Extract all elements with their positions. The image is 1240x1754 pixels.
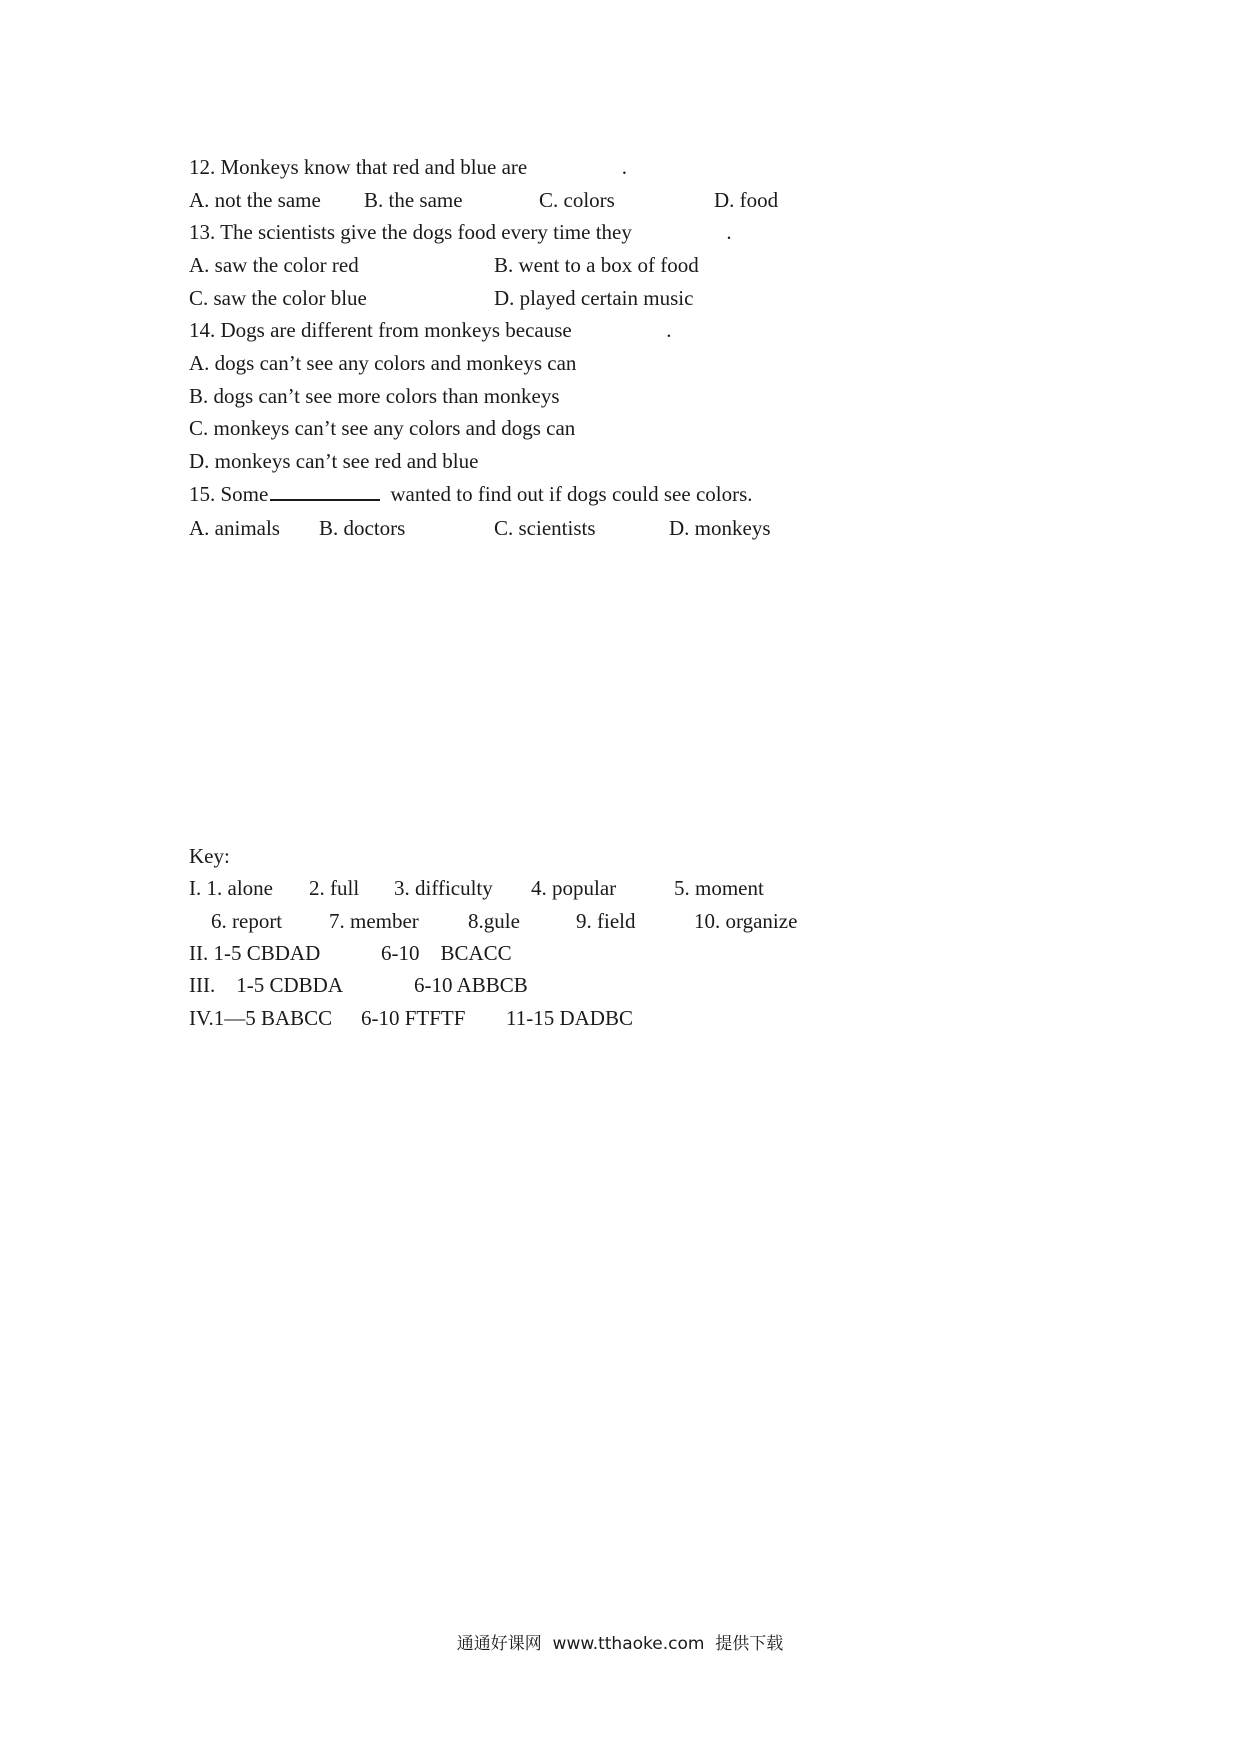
question-13-stem: 13. The scientists give the dogs food every time they . xyxy=(189,220,732,244)
key-section1-item: 5. moment xyxy=(674,876,764,900)
question-13-option-a: A. saw the color red xyxy=(189,253,359,277)
question-14-option-a: A. dogs can’t see any colors and monkeys can xyxy=(189,351,577,375)
key-section4-item: 11-15 DADBC xyxy=(506,1006,633,1030)
key-section1-item: I. 1. alone xyxy=(189,876,273,900)
key-section1-item: 9. field xyxy=(576,909,636,933)
question-14-option-d: D. monkeys can’t see red and blue xyxy=(189,449,479,473)
question-15-stem-start: 15. Some xyxy=(189,482,269,506)
key-section3-item: 6-10 ABBCB xyxy=(414,973,528,997)
question-13-option-c: C. saw the color blue xyxy=(189,286,367,310)
question-15-option-d: D. monkeys xyxy=(669,516,771,540)
question-13-option-b: B. went to a box of food xyxy=(494,253,699,277)
question-15-stem-end: wanted to find out if dogs could see colors. xyxy=(390,482,753,506)
key-section1-item: 8.gule xyxy=(468,909,520,933)
question-15-option-a: A. animals xyxy=(189,516,280,540)
question-14-stem: 14. Dogs are different from monkeys because . xyxy=(189,318,672,342)
question-13-option-d: D. played certain music xyxy=(494,286,694,310)
key-section1-item: 6. report xyxy=(211,909,283,933)
key-section1-item: 10. organize xyxy=(694,909,798,933)
key-section2-item: 6-10 BCACC xyxy=(381,941,512,965)
question-14-option-b: B. dogs can’t see more colors than monkeys xyxy=(189,384,560,408)
question-15-stem xyxy=(189,480,753,508)
question-15-option-b: B. doctors xyxy=(319,516,406,540)
question-12-option-b: B. the same xyxy=(364,188,463,212)
key-section4-item: 6-10 FTFTF xyxy=(361,1006,466,1030)
question-15-option-c: C. scientists xyxy=(494,516,596,540)
answer-blank xyxy=(270,481,380,501)
key-title: Key: xyxy=(189,844,230,868)
key-section1-item: 7. member xyxy=(329,909,419,933)
key-section4-item: IV.1—5 BABCC xyxy=(189,1006,333,1030)
key-section1-item: 2. full xyxy=(309,876,360,900)
page-footer: 通通好课网 www.tthaoke.com 提供下载 xyxy=(456,1634,784,1654)
question-14-option-c: C. monkeys can’t see any colors and dogs can xyxy=(189,416,576,440)
question-12-option-a: A. not the same xyxy=(189,188,321,212)
question-12-stem: 12. Monkeys know that red and blue are . xyxy=(189,155,627,179)
key-section3-item: III. 1-5 CDBDA xyxy=(189,973,343,997)
question-12-option-c: C. colors xyxy=(539,188,615,212)
key-section1-item: 4. popular xyxy=(531,876,617,900)
key-section1-item: 3. difficulty xyxy=(394,876,493,900)
question-12-option-d: D. food xyxy=(714,188,779,212)
key-section2-item: II. 1-5 CBDAD xyxy=(189,941,321,965)
